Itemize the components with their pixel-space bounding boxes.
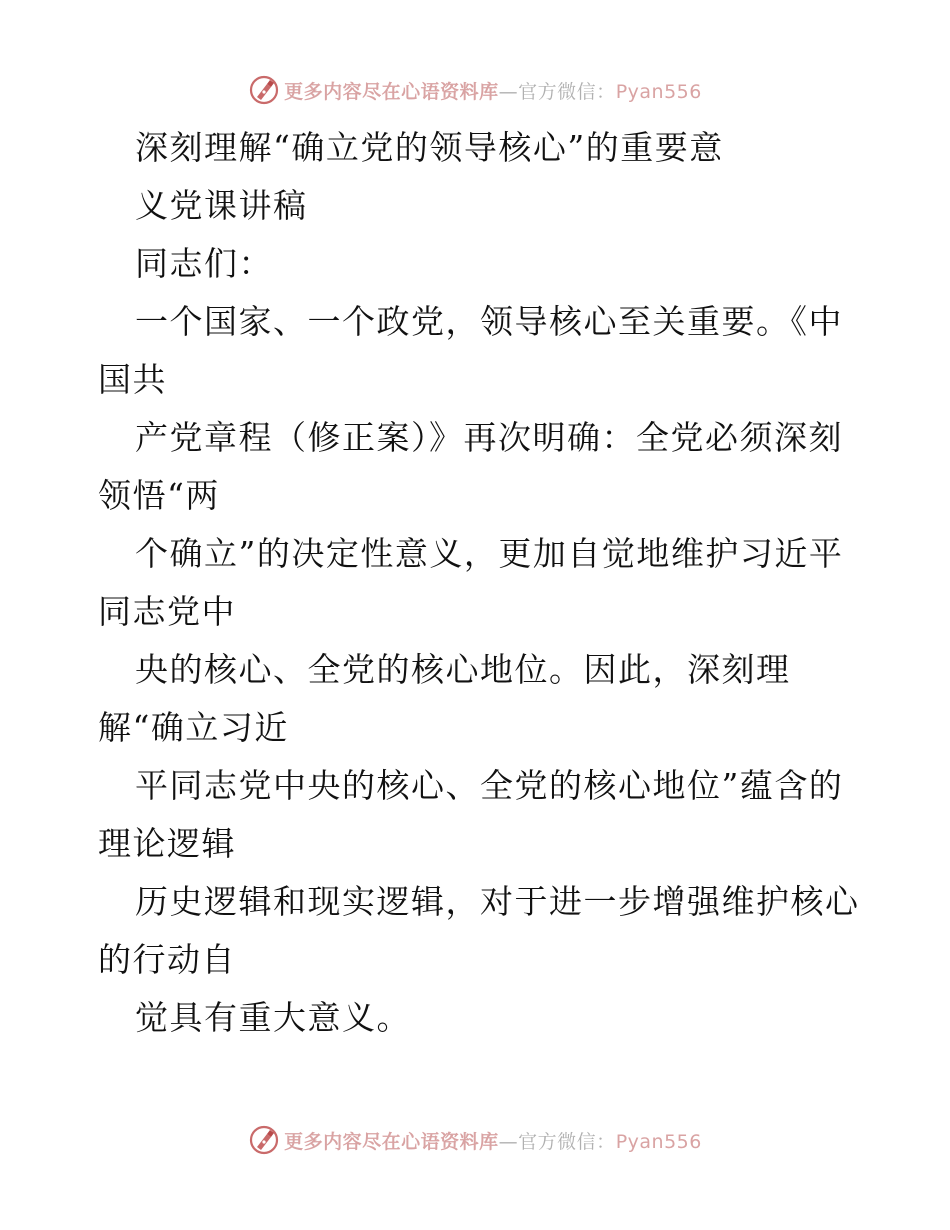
paragraph-line: 央的核心、全党的核心地位。因此，深刻理	[135, 650, 791, 689]
paragraph-line: 同志党中	[98, 592, 236, 631]
paragraph-line: 理论逻辑	[98, 824, 236, 863]
paragraph-line: 平同志党中央的核心、全党的核心地位”蕴含的	[135, 766, 844, 805]
paragraph-line: 领悟“两	[98, 476, 220, 515]
paragraph-line: 解“确立习近	[98, 708, 289, 747]
pen-nib-logo-icon	[248, 1124, 280, 1156]
header-watermark	[0, 72, 950, 108]
salutation: 同志们：	[135, 244, 273, 283]
title-line-1: 深刻理解“确立党的领导核心”的重要意	[135, 128, 724, 167]
paragraph-line: 一个国家、一个政党，领导核心至关重要。《中	[135, 302, 843, 341]
title-line-2: 义党课讲稿	[135, 186, 308, 225]
paragraph-line: 个确立”的决定性意义，更加自觉地维护习近平	[135, 534, 844, 573]
footer-watermark	[0, 1122, 950, 1158]
paragraph-line: 觉具有重大意义。	[135, 998, 411, 1037]
pen-nib-logo-icon	[248, 74, 280, 106]
paragraph-line: 国共	[98, 360, 167, 399]
paragraph-line: 历史逻辑和现实逻辑，对于进一步增强维护核心	[135, 882, 860, 921]
watermark-text: 更多内容尽在心语资料库—官方微信：Pyan556	[284, 80, 702, 103]
paragraph-line: 的行动自	[98, 940, 236, 979]
watermark-text: 更多内容尽在心语资料库—官方微信：Pyan556	[284, 1130, 702, 1153]
paragraph-line: 产党章程（修正案）》再次明确：全党必须深刻	[135, 418, 843, 457]
